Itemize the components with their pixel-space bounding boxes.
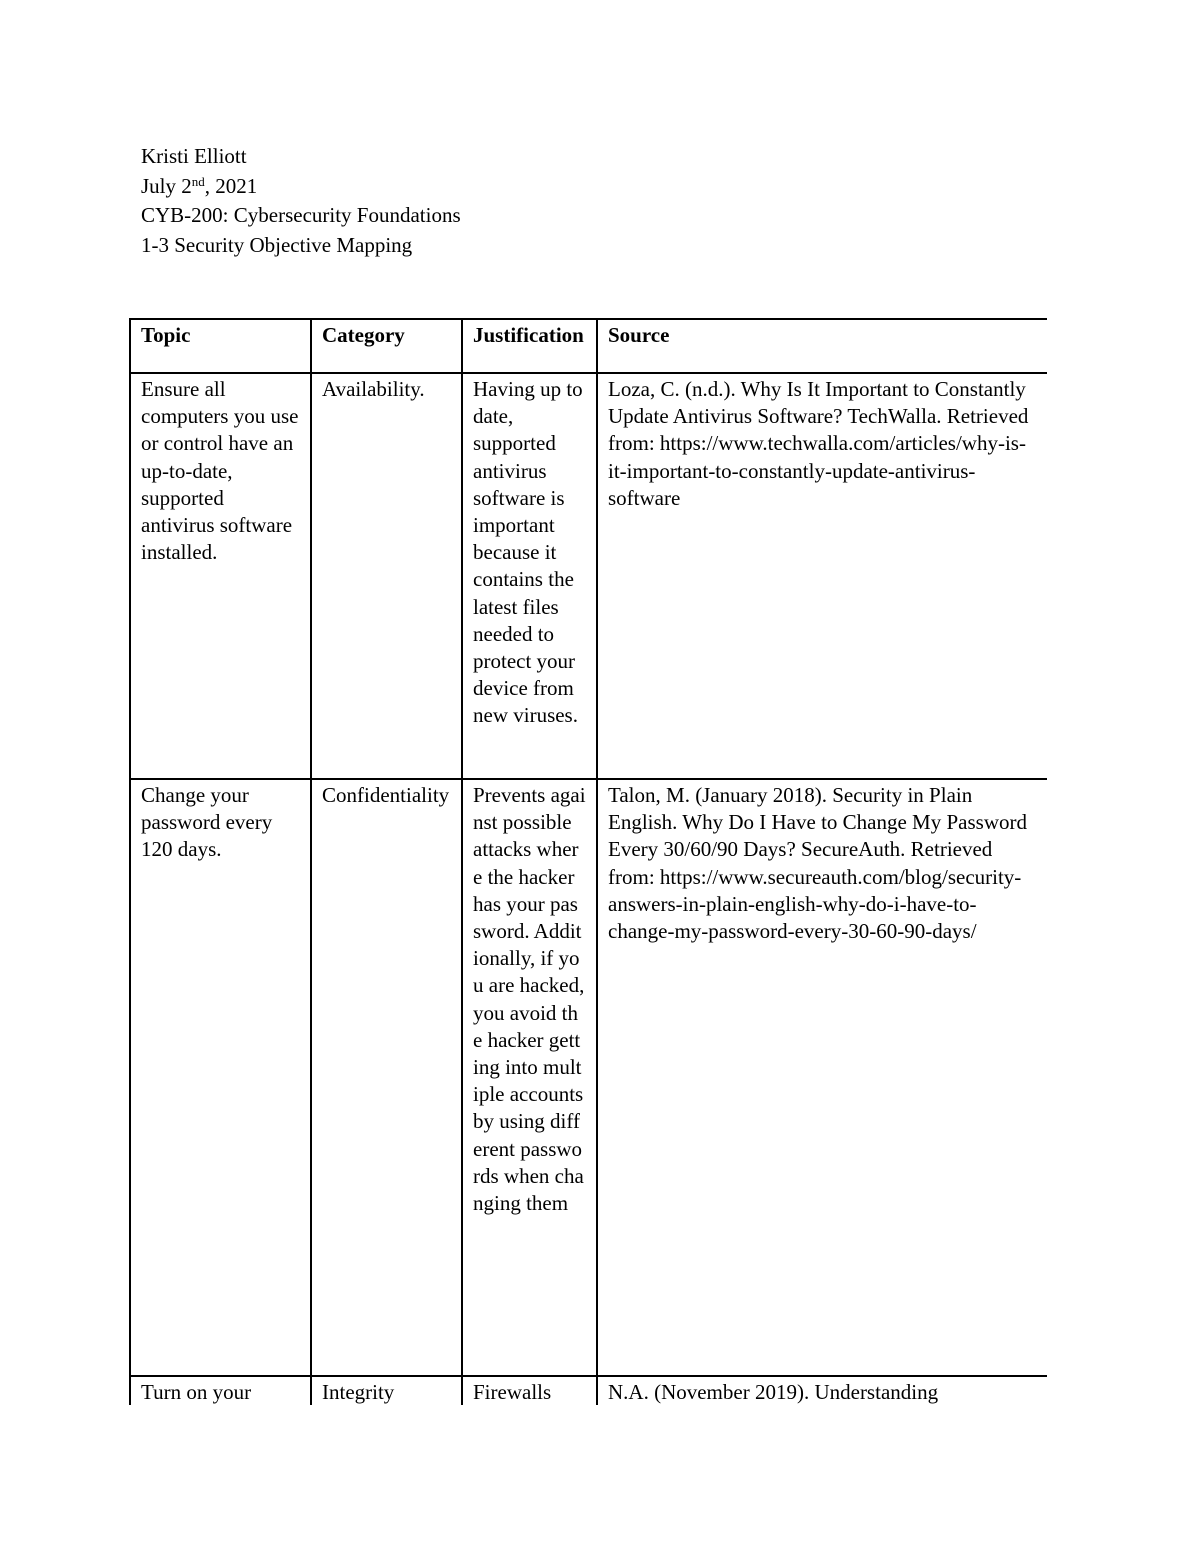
cell-justification: Firewalls xyxy=(462,1376,597,1405)
cell-source: N.A. (November 2019). Understanding xyxy=(597,1376,1047,1405)
column-header-category: Category xyxy=(311,319,462,373)
cell-category: Availability. xyxy=(311,373,462,779)
table-header-row xyxy=(130,319,1047,373)
cell-justification: Having up to date, supported antivirus software is important because it contains the latest files needed to protect your device from new viruses. xyxy=(462,373,597,779)
cell-justification: Prevents against possible attacks where the hacker has your password. Additionally, if you are hacked, you avoid the hacker getting into multiple accounts by using different passwords when changing them xyxy=(462,779,597,1376)
date-ordinal-suffix: nd xyxy=(191,173,205,189)
cell-category: Confidentiality xyxy=(311,779,462,1376)
table-row xyxy=(130,373,1047,779)
table-row xyxy=(130,779,1047,1376)
cell-topic: Change your password every 120 days. xyxy=(130,779,311,1376)
document-date xyxy=(141,172,461,202)
document-header xyxy=(141,142,461,260)
security-mapping-table-container xyxy=(129,318,1047,1405)
table-row xyxy=(130,1376,1047,1405)
date-prefix: July 2 xyxy=(141,173,192,198)
column-header-source: Source xyxy=(597,319,1047,373)
cell-source: Loza, C. (n.d.). Why Is It Important to Constantly Update Antivirus Software? TechWalla. Retrieved from: https://www.techwalla.com/articles/why-is-it-important-to-constantly-update-antivirus-software xyxy=(597,373,1047,779)
column-header-justification: Justification xyxy=(462,319,597,373)
cell-source: Talon, M. (January 2018). Security in Plain English. Why Do I Have to Change My Password Every 30/60/90 Days? SecureAuth. Retrieved from: https://www.secureauth.com/blog/security-answers-in-plain-english-why-do-i-have-to-change-my-password-every-30-60-90-days/ xyxy=(597,779,1047,1376)
assignment-title: 1-3 Security Objective Mapping xyxy=(141,232,413,257)
column-header-topic: Topic xyxy=(130,319,311,373)
cell-topic: Ensure all computers you use or control have an up-to-date, supported antivirus software installed. xyxy=(130,373,311,779)
author-name: Kristi Elliott xyxy=(141,144,247,168)
course-name: CYB-200: Cybersecurity Foundations xyxy=(141,203,461,227)
security-mapping-table xyxy=(129,318,1047,1405)
cell-category: Integrity xyxy=(311,1376,462,1405)
date-rest: , 2021 xyxy=(204,173,258,198)
cell-topic: Turn on your xyxy=(130,1376,311,1405)
